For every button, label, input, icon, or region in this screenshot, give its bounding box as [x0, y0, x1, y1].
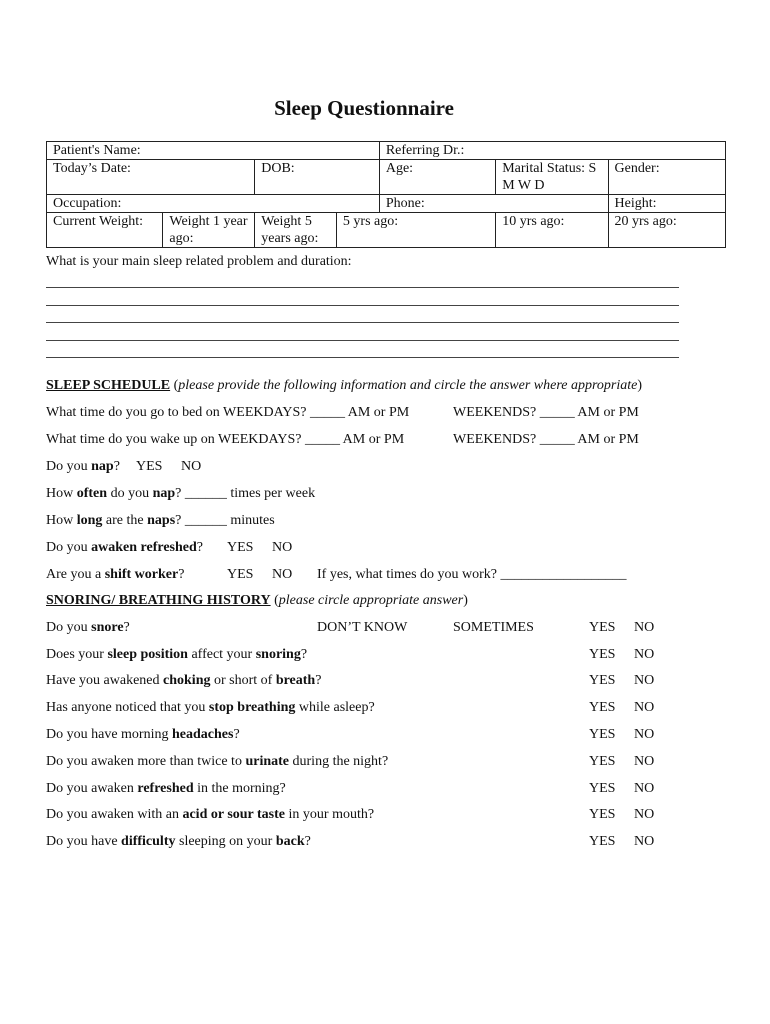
yrs-5-field[interactable]: 5 yrs ago: — [336, 213, 495, 248]
yes-option[interactable]: YES — [589, 781, 616, 796]
text-bold: shift worker — [104, 567, 179, 582]
current-weight-field[interactable]: Current Weight: — [47, 213, 163, 248]
patient-info-table — [46, 141, 726, 248]
text: sleeping on your — [175, 834, 276, 849]
page-title: Sleep Questionnaire — [274, 96, 454, 120]
no-option[interactable]: NO — [634, 807, 655, 822]
gender-field[interactable]: Gender: — [608, 160, 726, 195]
answer-line[interactable] — [46, 357, 679, 358]
phone-field[interactable]: Phone: — [379, 195, 608, 213]
text-bold: nap — [152, 486, 176, 501]
snoring-question — [46, 834, 311, 850]
text: ? — [196, 540, 203, 555]
yes-option[interactable]: YES — [589, 727, 616, 742]
height-field[interactable]: Height: — [608, 195, 726, 213]
snoring-question — [46, 673, 321, 689]
sleep-schedule-heading: SLEEP SCHEDULE (please provide the following information and circle the answer where appropriate) — [46, 378, 643, 393]
text: Does your — [46, 647, 108, 662]
text: affect your — [187, 647, 256, 662]
referring-dr-field[interactable]: Referring Dr.: — [379, 142, 725, 160]
yes-option[interactable]: YES — [589, 754, 616, 769]
nap-long-question — [46, 513, 275, 529]
text: Do you awaken — [46, 781, 138, 796]
section-instruction: please circle appropriate answer — [278, 593, 464, 608]
text-bold: urinate — [245, 754, 290, 769]
no-option[interactable]: NO — [634, 700, 655, 715]
text: Do you — [46, 540, 92, 555]
main-problem-question: What is your main sleep related problem and duration: — [46, 254, 352, 269]
bedtime-weekends: WEEKENDS? _____ AM or PM — [453, 405, 639, 420]
waketime-weekends: WEEKENDS? _____ AM or PM — [453, 432, 639, 447]
patient-name-field[interactable]: Patient's Name: — [47, 142, 380, 160]
dob-field[interactable]: DOB: — [255, 160, 380, 195]
occupation-field[interactable]: Occupation: — [47, 195, 380, 213]
text-bold: stop breathing — [208, 700, 296, 715]
text-bold: back — [275, 834, 305, 849]
waketime-question: What time do you wake up on WEEKDAYS? _____ AM or PM — [46, 432, 405, 447]
shift-times-field[interactable]: If yes, what times do you work? __________________ — [317, 567, 627, 582]
yrs-10-field[interactable]: 10 yrs ago: — [496, 213, 608, 248]
snoring-question — [46, 781, 286, 797]
nap-often-question — [46, 486, 315, 502]
text: do you — [107, 486, 153, 501]
yes-option[interactable]: YES — [589, 620, 616, 635]
nap-question — [46, 459, 120, 475]
text: ? — [178, 567, 185, 582]
section-title: SNORING/ BREATHING HISTORY — [46, 593, 271, 608]
sometimes-option[interactable]: SOMETIMES — [453, 620, 534, 635]
no-option[interactable]: NO — [634, 727, 655, 742]
yes-option[interactable]: YES — [589, 700, 616, 715]
todays-date-field[interactable]: Today’s Date: — [47, 160, 255, 195]
text: in your mouth? — [285, 807, 375, 822]
text: ? — [300, 647, 308, 662]
text-bold: acid or sour taste — [182, 807, 286, 822]
snoring-question — [46, 727, 240, 743]
answer-line[interactable] — [46, 287, 679, 288]
text: ? — [233, 727, 240, 742]
no-option[interactable]: NO — [634, 754, 655, 769]
text: Do you have — [46, 834, 122, 849]
text-bold: snoring — [255, 647, 301, 662]
no-option[interactable]: NO — [634, 781, 655, 796]
text: Have you awakened — [46, 673, 164, 688]
text-bold: choking — [163, 673, 211, 688]
age-field[interactable]: Age: — [379, 160, 495, 195]
marital-status-field[interactable]: Marital Status: S M W D — [496, 160, 608, 195]
text-bold: awaken refreshed — [91, 540, 197, 555]
text-bold: naps — [147, 513, 176, 528]
text-bold: nap — [91, 459, 114, 474]
text: Do you have morning — [46, 727, 172, 742]
text: Do you — [46, 459, 92, 474]
text: How — [46, 486, 77, 501]
nap-yes-option[interactable]: YES — [136, 459, 163, 474]
shift-no-option[interactable]: NO — [272, 567, 293, 582]
text-bold: often — [76, 486, 108, 501]
text: ? ______ times per week — [175, 486, 316, 501]
snoring-question — [46, 620, 130, 636]
yes-option[interactable]: YES — [589, 647, 616, 662]
text: or short of — [210, 673, 276, 688]
text-bold: long — [76, 513, 103, 528]
no-option[interactable]: NO — [634, 647, 655, 662]
text: while asleep? — [295, 700, 375, 715]
text-bold: snore — [91, 620, 124, 635]
yes-option[interactable]: YES — [589, 834, 616, 849]
yes-option[interactable]: YES — [589, 807, 616, 822]
text: Do you awaken more than twice to — [46, 754, 246, 769]
nap-no-option[interactable]: NO — [181, 459, 202, 474]
snoring-question — [46, 754, 388, 770]
text: are the — [102, 513, 148, 528]
refreshed-no-option[interactable]: NO — [272, 540, 293, 555]
section-instruction: please provide the following information and circle the answer where appropriate — [178, 378, 638, 393]
text-bold: sleep position — [107, 647, 188, 662]
text-bold: headaches — [171, 727, 234, 742]
text: ? — [113, 459, 120, 474]
snoring-heading: SNORING/ BREATHING HISTORY (please circle appropriate answer) — [46, 593, 468, 608]
text: during the night? — [289, 754, 389, 769]
snoring-question — [46, 647, 307, 663]
text-bold: refreshed — [137, 781, 194, 796]
text: Do you awaken with an — [46, 807, 183, 822]
weight-5-years-field[interactable]: Weight 5 years ago: — [255, 213, 337, 248]
text: in the morning? — [193, 781, 286, 796]
no-option[interactable]: NO — [634, 673, 655, 688]
dont-know-option[interactable]: DON’T KNOW — [317, 620, 408, 635]
section-title: SLEEP SCHEDULE — [46, 378, 171, 393]
answer-line[interactable] — [46, 340, 679, 341]
text-bold: breath — [275, 673, 316, 688]
answer-line[interactable] — [46, 305, 679, 306]
refreshed-yes-option[interactable]: YES — [227, 540, 254, 555]
text: Has anyone noticed that you — [46, 700, 209, 715]
awaken-refreshed-question — [46, 540, 203, 556]
weight-1-year-field[interactable]: Weight 1 year ago: — [163, 213, 255, 248]
text: ? — [123, 620, 130, 635]
snoring-question — [46, 807, 374, 823]
text: Do you — [46, 620, 92, 635]
bedtime-question: What time do you go to bed on WEEKDAYS? _____ AM or PM — [46, 405, 410, 420]
yes-option[interactable]: YES — [589, 673, 616, 688]
shift-yes-option[interactable]: YES — [227, 567, 254, 582]
no-option[interactable]: NO — [634, 620, 655, 635]
text: ? ______ minutes — [175, 513, 275, 528]
yrs-20-field[interactable]: 20 yrs ago: — [608, 213, 726, 248]
no-option[interactable]: NO — [634, 834, 655, 849]
text: ? — [315, 673, 322, 688]
text: ? — [304, 834, 311, 849]
shift-worker-question — [46, 567, 184, 583]
text-bold: difficulty — [121, 834, 176, 849]
text: Are you a — [46, 567, 105, 582]
answer-line[interactable] — [46, 322, 679, 323]
snoring-question — [46, 700, 375, 716]
text: How — [46, 513, 77, 528]
